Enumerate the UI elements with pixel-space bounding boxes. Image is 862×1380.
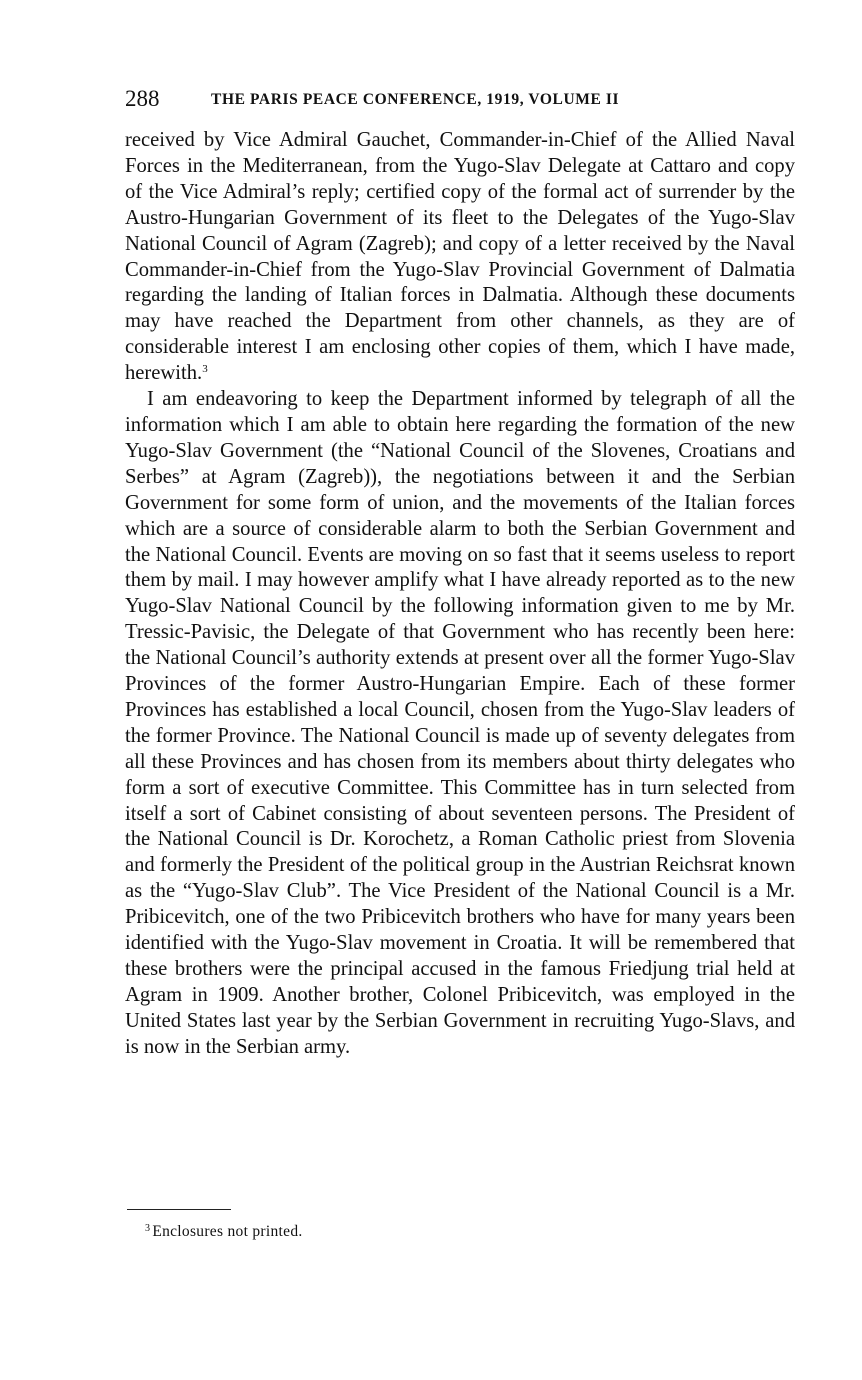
footnote-marker: 3 [145,1223,151,1234]
footnote-reference: 3 [202,363,208,376]
running-title: THE PARIS PEACE CONFERENCE, 1919, VOLUME II [211,91,620,108]
body-text [125,128,795,1061]
running-head [125,86,795,116]
page-number: 288 [125,86,160,111]
paragraph-2: I am endeavoring to keep the Department informed by telegraph of all the information which I am able to obtain here regarding the formation of the new Yugo-Slav Government (the “National Council of the Slovenes, Croatians and Serbes” at Agram (Zagreb)), the negotiations between it and the Serbian Government for some form of union, and the movements of the Italian forces which are a source of considerable alarm to both the Serbian Government and the National Council. Events are moving on so fast that it seems useless to report them by mail. I may however amplify what I have already reported as to the new Yugo-Slav National Council by the following information given to me by Mr. Tressic-Pavisic, the Delegate of that Government who has recently been here: the National Council’s authority extends at present over all the former Yugo-Slav Provinces of the former Austro-Hungarian Empire. Each of these former Provinces has established a local Council, chosen from the Yugo-Slav leaders of the former Province. The National Council is made up of seventy delegates from all these Provinces and has chosen from its members about thirty delegates who form a sort of executive Committee. This Committee has in turn selected from itself a sort of Cabinet consisting of about seventeen persons. The President of the National Council is Dr. Korochetz, a Roman Catholic priest from Slovenia and formerly the President of the political group in the Austrian Reichsrat known as the “Yugo-Slav Club”. The Vice President of the National Council is a Mr. Pribicevitch, one of the two Pribicevitch brothers who have for many years been identified with the Yugo-Slav movement in Croatia. It will be remembered that these brothers were the principal accused in the famous Friedjung trial held at Agram in 1909. Another brother, Colonel Pribicevitch, was employed in the United States last year by the Serbian Government in recruiting Yugo-Slavs, and is now in the Serbian army. [125,388,795,1058]
footnote-text: Enclosures not printed. [152,1223,303,1240]
footnote-divider [127,1209,231,1210]
paragraph-1-text: received by Vice Admiral Gauchet, Commander-in-Chief of the Allied Naval Forces in the Mediterranean, from the Yugo-Slav Delegate at Cattaro and copy of the Vice Admiral’s reply; certified copy of the formal act of surrender by the Austro-Hungarian Government of its fleet to the Delegates of the Yugo-Slav National Council of Agram (Zagreb); and copy of a letter received by the Naval Commander-in-Chief from the Yugo-Slav Provincial Government of Dalmatia regarding the landing of Italian forces in Dalmatia. Although these documents may have reached the Department from other channels, as they are of considerable interest I am enclosing other copies of them, which I have made, herewith. [125,129,795,385]
footnote [145,1222,303,1242]
paragraph-1 [125,128,795,387]
